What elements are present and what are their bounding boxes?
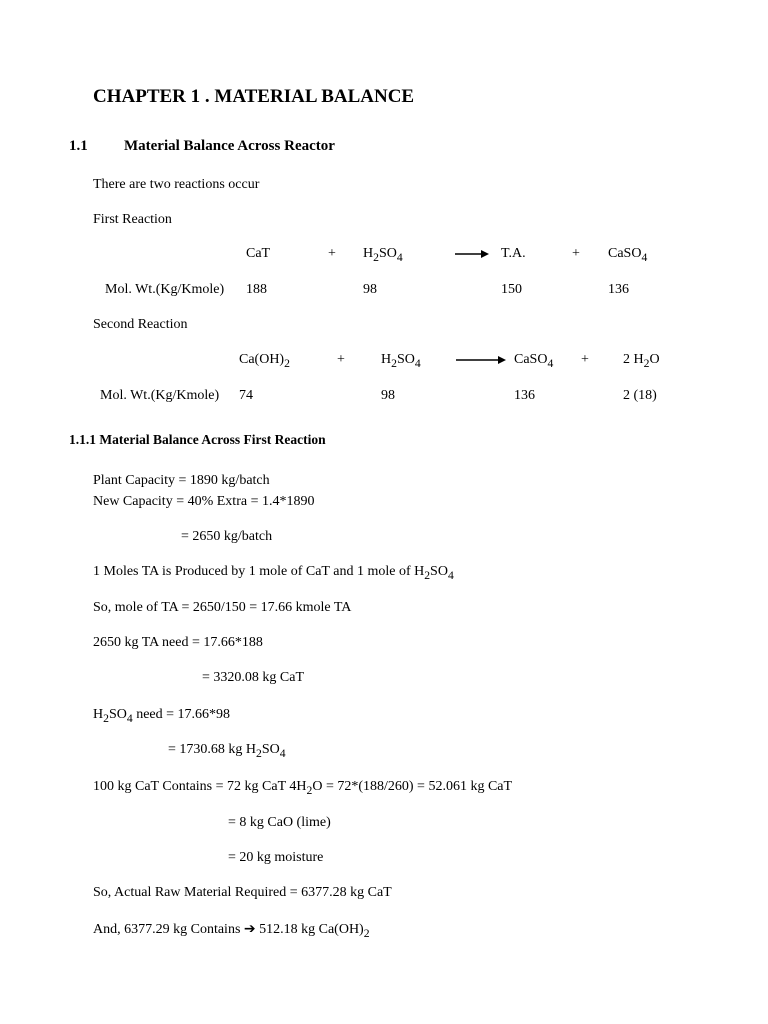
intro-text: There are two reactions occur	[93, 177, 260, 192]
reaction2-plus1: +	[337, 352, 345, 367]
reaction1-mw-label: Mol. Wt.(Kg/Kmole)	[105, 282, 225, 297]
right-arrow-icon: ➔	[243, 921, 256, 937]
reaction2-mw-value: 2 (18)	[623, 388, 657, 403]
reaction1-mw-value: 188	[246, 282, 267, 297]
h2so4-need-line: $H_2SO_4$ need = 17.66*98	[93, 707, 231, 725]
reaction1-plus2: +	[572, 246, 580, 261]
reaction-arrow-icon	[455, 248, 489, 260]
reaction1-reactant1: CaT	[246, 246, 271, 261]
reaction2-plus2: +	[581, 352, 589, 367]
reaction1-mw-value: 136	[608, 282, 629, 297]
reaction2-mw-value: 74	[239, 388, 253, 403]
reaction1-product2: CaSO$_4$	[608, 246, 648, 264]
reaction1-plus1: +	[328, 246, 336, 261]
cao-line: = 8 kg CaO (lime)	[228, 815, 331, 830]
reaction2-mw-value: 98	[381, 388, 395, 403]
reaction2-reactant2: $H_2SO_4$	[381, 352, 421, 370]
new-capacity-line: New Capacity = 40% Extra = 1.4*1890	[93, 494, 315, 509]
actual-raw-line: So, Actual Raw Material Required = 6377.28 kg CaT	[93, 885, 392, 900]
reaction2-reactant1: $Ca(OH)_2$	[239, 352, 290, 370]
reaction-arrow-icon	[456, 354, 506, 366]
ta-need-result: = 3320.08 kg CaT	[202, 670, 304, 685]
section-number: 1.1	[69, 138, 88, 154]
reaction2-product2: 2 $H_2O$	[623, 352, 660, 370]
h2so4-need-result: = 1730.68 kg $H_2SO_4$	[168, 742, 286, 760]
reaction2-product1: CaSO$_4$	[514, 352, 554, 370]
subsection-title: 1.1.1 Material Balance Across First Reaction	[69, 432, 326, 447]
cat-contains-line: 100 kg CaT Contains = 72 kg CaT $4H_2O = 72*(188/260) = 52.061$ kg CaT	[93, 779, 513, 797]
section-title: Material Balance Across Reactor	[124, 138, 335, 154]
reaction1-product1: T.A.	[501, 246, 526, 261]
reaction2-mw-label: Mol. Wt.(Kg/Kmole)	[100, 388, 220, 403]
reaction2-label: Second Reaction	[93, 317, 188, 332]
and-contains-line: And, 6377.29 kg Contains ➔ 512.18 kg $Ca(OH)_2$	[93, 921, 370, 940]
plant-capacity-line: Plant Capacity = 1890 kg/batch	[93, 473, 270, 488]
reaction1-mw-value: 150	[501, 282, 522, 297]
reaction1-mw-value: 98	[363, 282, 377, 297]
reaction1-reactant2: $H_2SO_4$	[363, 246, 403, 264]
moles-statement: 1 Moles TA is Produced by 1 mole of CaT and 1 mole of $H_2SO_4$	[93, 564, 454, 582]
reaction2-mw-value: 136	[514, 388, 535, 403]
reaction1-label: First Reaction	[93, 212, 172, 227]
moisture-line: = 20 kg moisture	[228, 850, 324, 865]
ta-need-line: 2650 kg TA need = 17.66*188	[93, 635, 263, 650]
mole-ta-line: So, mole of TA = 2650/150 = 17.66 kmole TA	[93, 600, 352, 615]
new-capacity-result: = 2650 kg/batch	[181, 529, 273, 544]
chapter-title: CHAPTER 1 . MATERIAL BALANCE	[93, 86, 415, 107]
